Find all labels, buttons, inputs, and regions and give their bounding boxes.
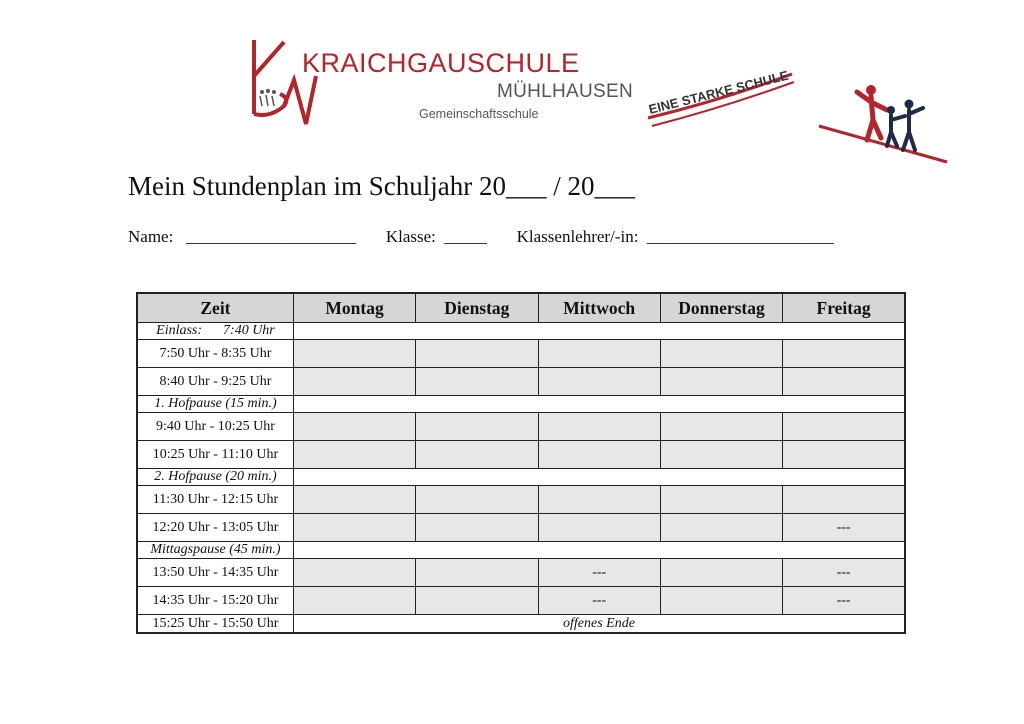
student-info-line (128, 226, 834, 248)
break-row (137, 396, 905, 413)
open-end-note: offenes Ende (293, 615, 905, 634)
page-title: Mein Stundenplan im Schuljahr 20___ / 20___ (128, 171, 635, 201)
slot-wednesday[interactable] (538, 413, 660, 441)
school-town: MÜHLHAUSEN (497, 81, 634, 102)
slot-tuesday[interactable] (416, 486, 538, 514)
break-label: 2. Hofpause (20 min.) (137, 469, 293, 486)
slot-thursday[interactable] (660, 587, 782, 615)
slot-tuesday[interactable] (416, 587, 538, 615)
break-row (137, 469, 905, 486)
break-row (137, 542, 905, 559)
slot-thursday[interactable] (660, 413, 782, 441)
period-time: 12:20 Uhr - 13:05 Uhr (137, 514, 293, 542)
period-row (137, 340, 905, 368)
period-time: 11:30 Uhr - 12:15 Uhr (137, 486, 293, 514)
slot-tuesday[interactable] (416, 559, 538, 587)
entry-time: 7:40 Uhr (223, 323, 275, 338)
period-row (137, 587, 905, 615)
class-label: Klasse: (385, 227, 436, 246)
slot-friday[interactable] (783, 486, 905, 514)
period-time: 14:35 Uhr - 15:20 Uhr (137, 587, 293, 615)
entry-label-text: Einlass: (156, 323, 203, 338)
period-row (137, 514, 905, 542)
break-label: Mittagspause (45 min.) (137, 542, 293, 559)
period-time: 13:50 Uhr - 14:35 Uhr (137, 559, 293, 587)
name-label: Name: (128, 227, 174, 246)
break-fill (293, 542, 905, 559)
header-wednesday: Mittwoch (538, 293, 660, 323)
header-monday: Montag (293, 293, 415, 323)
slot-friday[interactable]: --- (783, 514, 905, 542)
break-fill (293, 396, 905, 413)
period-row (137, 413, 905, 441)
break-label: 1. Hofpause (15 min.) (137, 396, 293, 413)
slot-thursday[interactable] (660, 340, 782, 368)
slot-monday[interactable] (293, 559, 415, 587)
strong-school-badge (642, 56, 798, 132)
period-row (137, 368, 905, 396)
slot-tuesday[interactable] (416, 514, 538, 542)
final-period-row (137, 615, 905, 634)
slot-wednesday[interactable] (538, 514, 660, 542)
header-friday: Freitag (783, 293, 905, 323)
badge-text: EINE STARKE SCHULE (647, 67, 790, 117)
slot-thursday[interactable] (660, 368, 782, 396)
school-name: KRAICHGAUSCHULE (302, 48, 580, 78)
slot-monday[interactable] (293, 587, 415, 615)
slot-wednesday[interactable] (538, 486, 660, 514)
slot-monday[interactable] (293, 340, 415, 368)
school-type: Gemeinschaftsschule (419, 107, 539, 121)
slot-friday[interactable] (783, 368, 905, 396)
slot-friday[interactable] (783, 340, 905, 368)
header-time: Zeit (137, 293, 293, 323)
slot-monday[interactable] (293, 486, 415, 514)
slot-thursday[interactable] (660, 514, 782, 542)
slot-tuesday[interactable] (416, 413, 538, 441)
slot-friday[interactable]: --- (783, 587, 905, 615)
entry-fill (293, 323, 905, 340)
period-row (137, 559, 905, 587)
header-row (137, 293, 905, 323)
class-blank[interactable]: _____ (444, 227, 487, 246)
teacher-label: Klassenlehrer/-in: (516, 227, 639, 246)
entry-label (137, 323, 293, 340)
header-tuesday: Dienstag (416, 293, 538, 323)
period-row (137, 441, 905, 469)
final-period-time: 15:25 Uhr - 15:50 Uhr (137, 615, 293, 634)
teacher-blank[interactable]: ______________________ (646, 227, 834, 246)
slot-wednesday[interactable] (538, 368, 660, 396)
name-blank[interactable]: ____________________ (186, 227, 357, 246)
slot-friday[interactable] (783, 441, 905, 469)
header-thursday: Donnerstag (660, 293, 782, 323)
break-fill (293, 469, 905, 486)
slot-tuesday[interactable] (416, 340, 538, 368)
period-time: 8:40 Uhr - 9:25 Uhr (137, 368, 293, 396)
period-row (137, 486, 905, 514)
period-time: 9:40 Uhr - 10:25 Uhr (137, 413, 293, 441)
slot-tuesday[interactable] (416, 368, 538, 396)
slot-thursday[interactable] (660, 486, 782, 514)
slot-wednesday[interactable]: --- (538, 587, 660, 615)
slot-wednesday[interactable]: --- (538, 559, 660, 587)
slot-monday[interactable] (293, 441, 415, 469)
slot-monday[interactable] (293, 368, 415, 396)
entry-row (137, 323, 905, 340)
slot-thursday[interactable] (660, 441, 782, 469)
period-time: 7:50 Uhr - 8:35 Uhr (137, 340, 293, 368)
timetable (136, 292, 906, 634)
slot-wednesday[interactable] (538, 340, 660, 368)
slot-friday[interactable]: --- (783, 559, 905, 587)
climbing-figures-icon (815, 80, 955, 170)
slot-thursday[interactable] (660, 559, 782, 587)
period-time: 10:25 Uhr - 11:10 Uhr (137, 441, 293, 469)
slot-wednesday[interactable] (538, 441, 660, 469)
slot-tuesday[interactable] (416, 441, 538, 469)
slot-friday[interactable] (783, 413, 905, 441)
slot-monday[interactable] (293, 413, 415, 441)
slot-monday[interactable] (293, 514, 415, 542)
